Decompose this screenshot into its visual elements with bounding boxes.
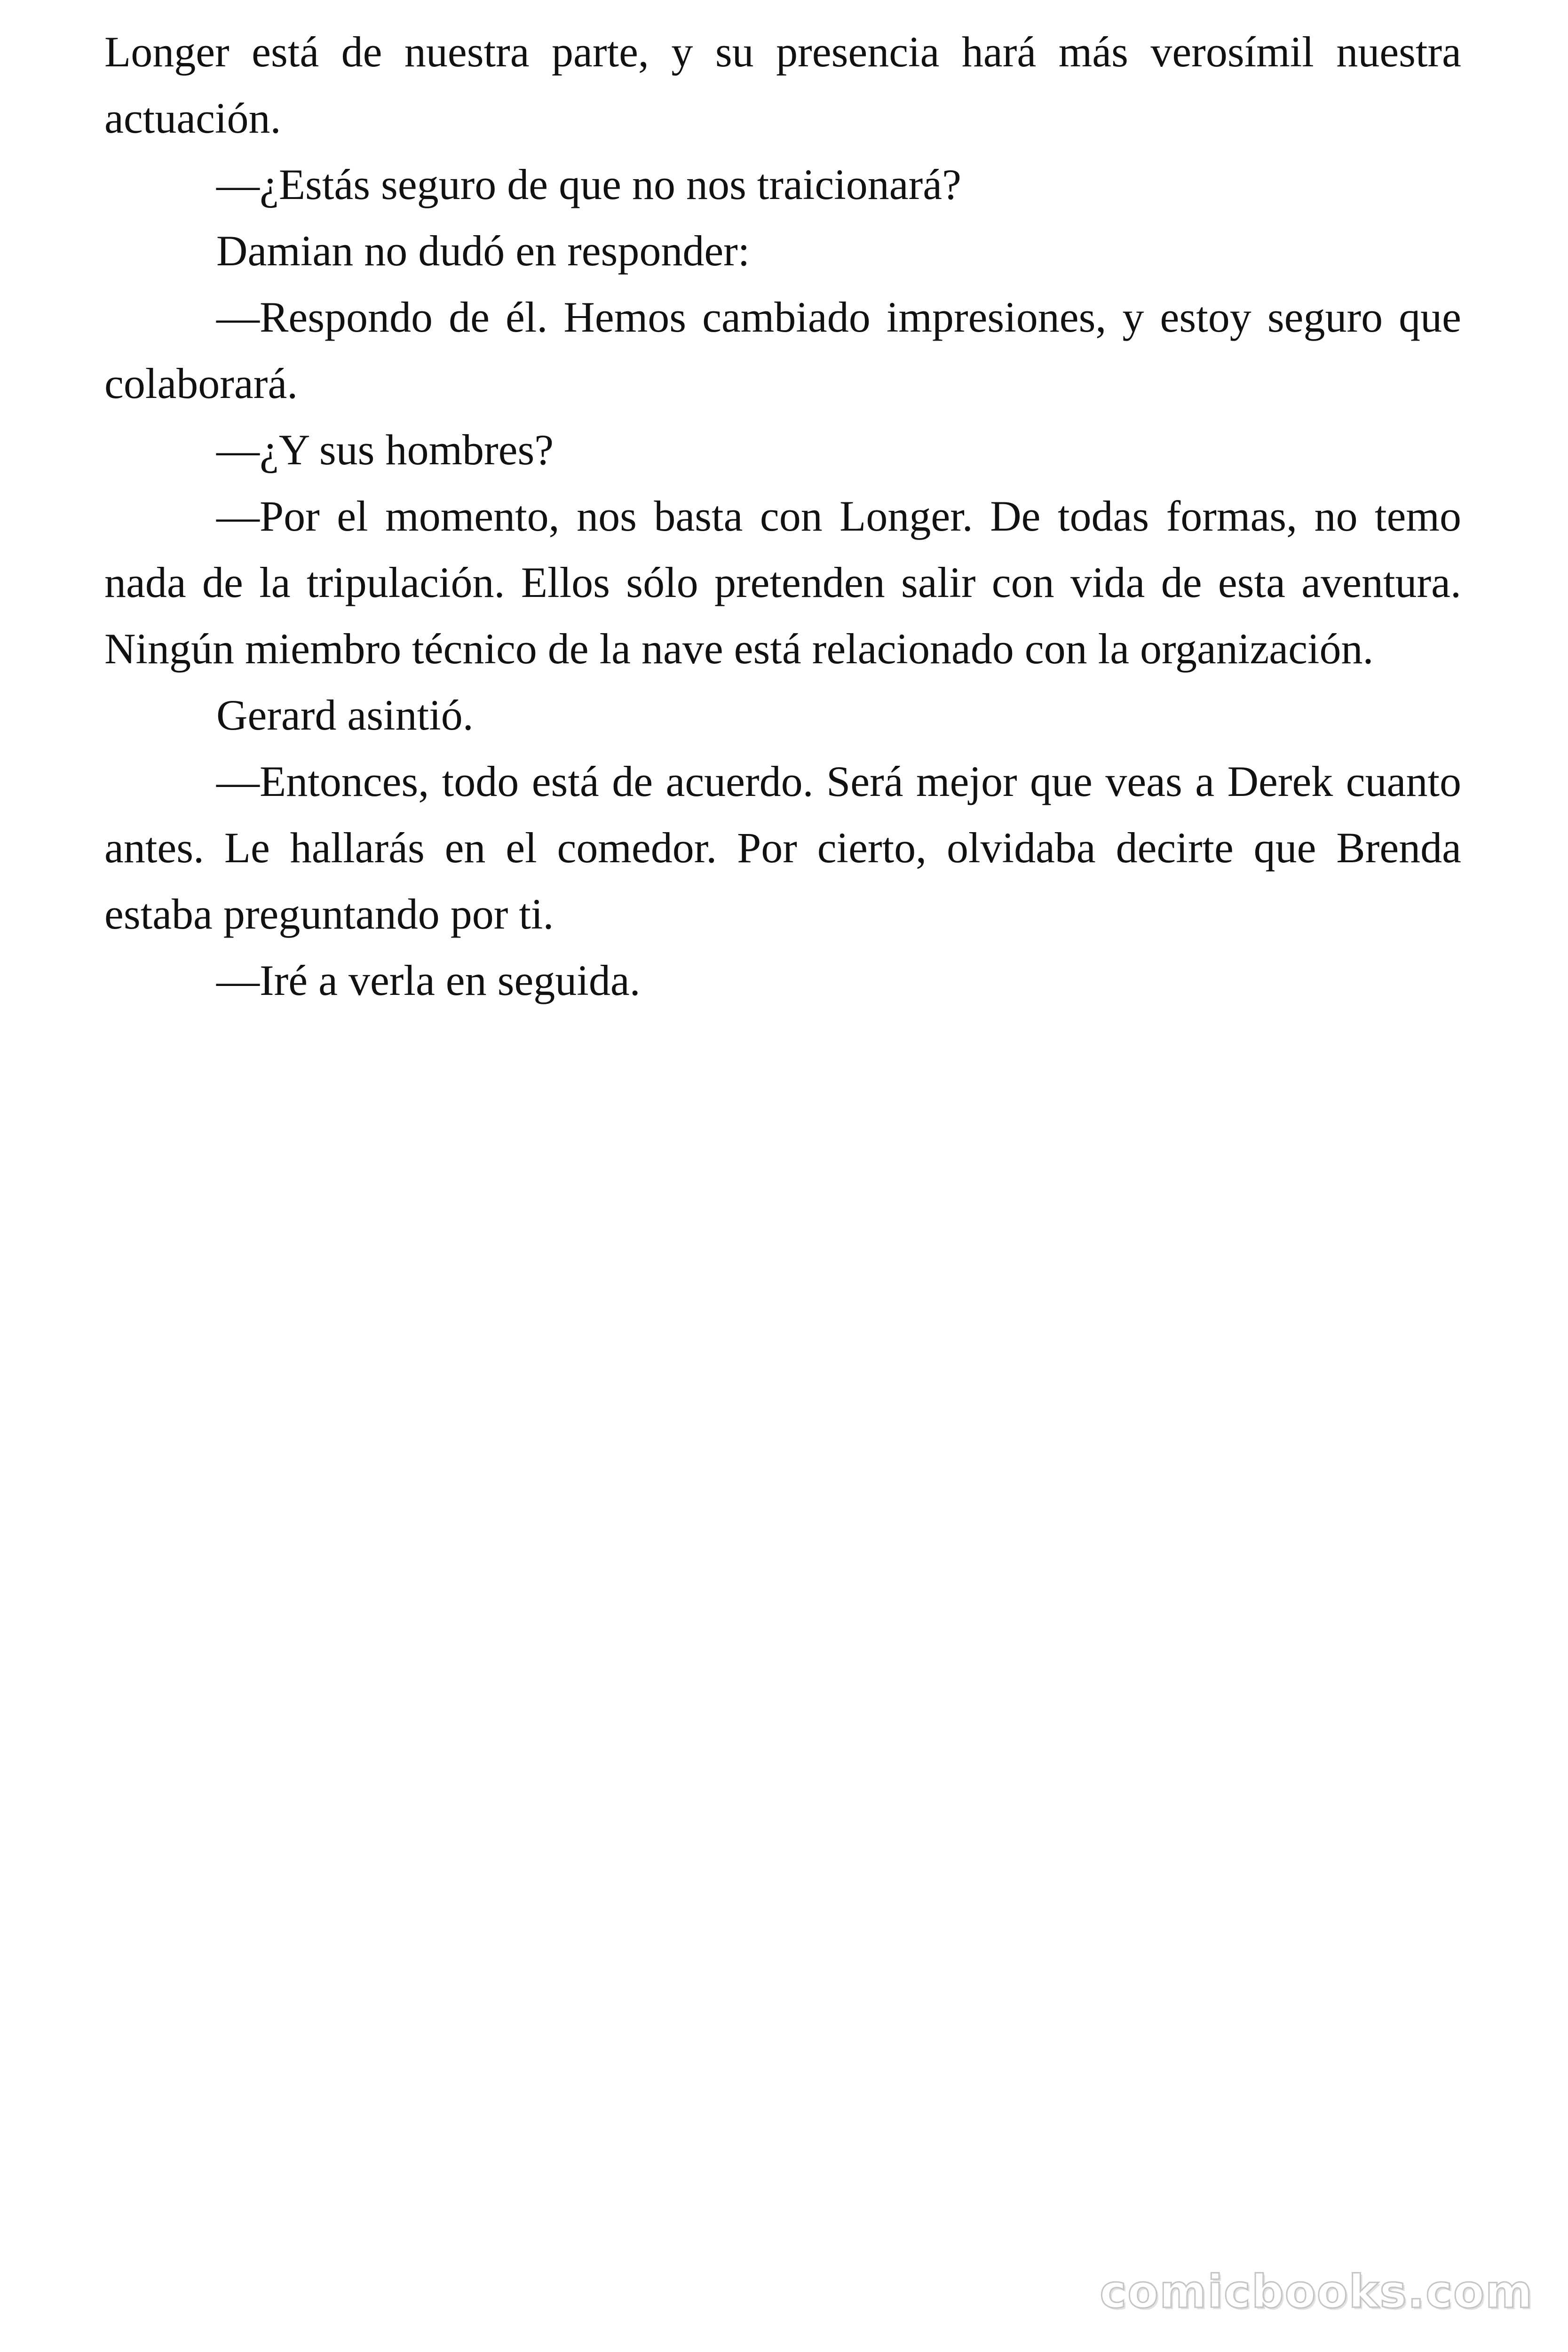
paragraph: —¿Estás seguro de que no nos traicionará? [216, 160, 961, 208]
paragraph: —Respondo de él. Hemos cambiado impresiones, y estoy seguro que colaborará. [104, 293, 1461, 407]
page-body-text [104, 19, 1461, 1014]
paragraph: Longer está de nuestra parte, y su presencia hará más verosímil nuestra actuación. [104, 28, 1461, 142]
paragraph: —Por el momento, nos basta con Longer. De todas formas, no temo nada de la tripulación. Ellos sólo pretenden salir con vida de esta aventura. Ningún miembro técnico de la nave está relacionado con la organización. [104, 492, 1461, 673]
paragraph: Damian no dudó en responder: [216, 227, 750, 275]
watermark: comicbooks.com [1100, 2265, 1533, 2318]
paragraph: —Iré a verla en seguida. [216, 956, 641, 1004]
paragraph: —Entonces, todo está de acuerdo. Será mejor que veas a Derek cuanto antes. Le hallarás en el comedor. Por cierto, olvidaba decirte que Brenda estaba preguntando por ti. [104, 757, 1461, 938]
paragraph: Gerard asintió. [216, 691, 474, 739]
paragraph: —¿Y sus hombres? [216, 426, 554, 474]
